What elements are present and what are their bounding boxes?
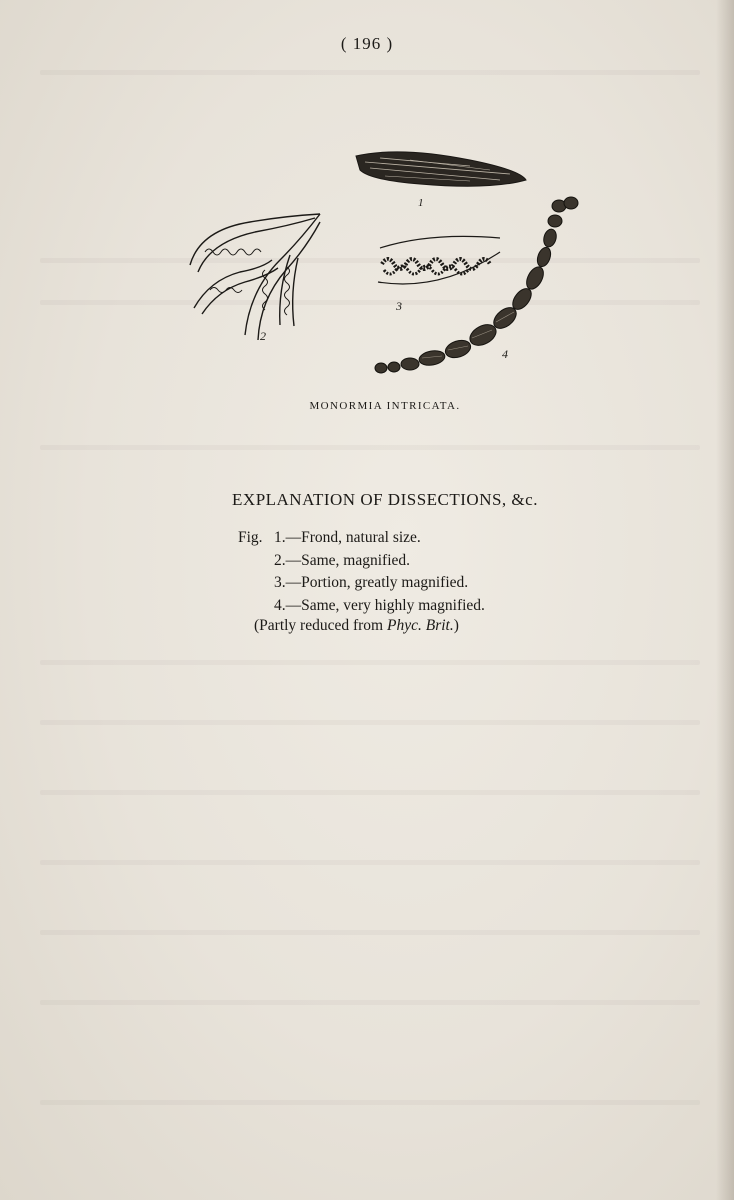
seaweed-engraving xyxy=(170,140,600,385)
page-edge-shadow xyxy=(716,0,734,1200)
figure-explanation-1 xyxy=(238,527,485,550)
figure-label-4: 4 xyxy=(502,347,508,361)
figure-1-frond xyxy=(356,152,526,186)
page-number: ( 196 ) xyxy=(340,34,394,53)
figure-explanation-4 xyxy=(238,595,485,618)
figure-explanation-2 xyxy=(238,550,485,573)
source-credit xyxy=(254,617,459,635)
figure-label-3: 3 xyxy=(396,299,402,313)
bleed-through-line xyxy=(40,445,700,450)
figure-2-branch xyxy=(190,214,320,340)
explanation-text: 2.—Same, magnified. xyxy=(274,551,411,569)
bleed-through-line xyxy=(40,1000,700,1005)
figure-explanation-3 xyxy=(238,572,485,595)
bleed-through-line xyxy=(40,70,700,75)
explanation-text: 4.—Same, very highly magnified. xyxy=(274,596,485,614)
figure-4-cell-chain xyxy=(375,197,578,373)
figure-explanations xyxy=(238,527,485,617)
fig-prefix: Fig. xyxy=(238,529,263,546)
bleed-through-line xyxy=(40,660,700,665)
illustration-plate xyxy=(170,140,600,385)
section-heading: EXPLANATION OF DISSECTIONS, &c. xyxy=(232,490,538,509)
plate-caption: MONORMIA INTRICATA. xyxy=(309,400,461,412)
credit-source: Phyc. Brit. xyxy=(387,617,454,634)
bleed-through-line xyxy=(40,720,700,725)
explanation-text: 1.—Frond, natural size. xyxy=(274,529,421,546)
bleed-through-line xyxy=(40,790,700,795)
bleed-through-line xyxy=(40,860,700,865)
figure-label-1: 1 xyxy=(418,197,424,209)
credit-prefix: (Partly reduced from xyxy=(254,617,387,634)
credit-suffix: ) xyxy=(453,617,459,634)
bleed-through-line xyxy=(40,1100,700,1105)
explanation-text: 3.—Portion, greatly magnified. xyxy=(274,574,469,591)
figure-3-portion xyxy=(378,236,500,284)
bleed-through-line xyxy=(40,930,700,935)
figure-label-2: 2 xyxy=(260,329,266,343)
